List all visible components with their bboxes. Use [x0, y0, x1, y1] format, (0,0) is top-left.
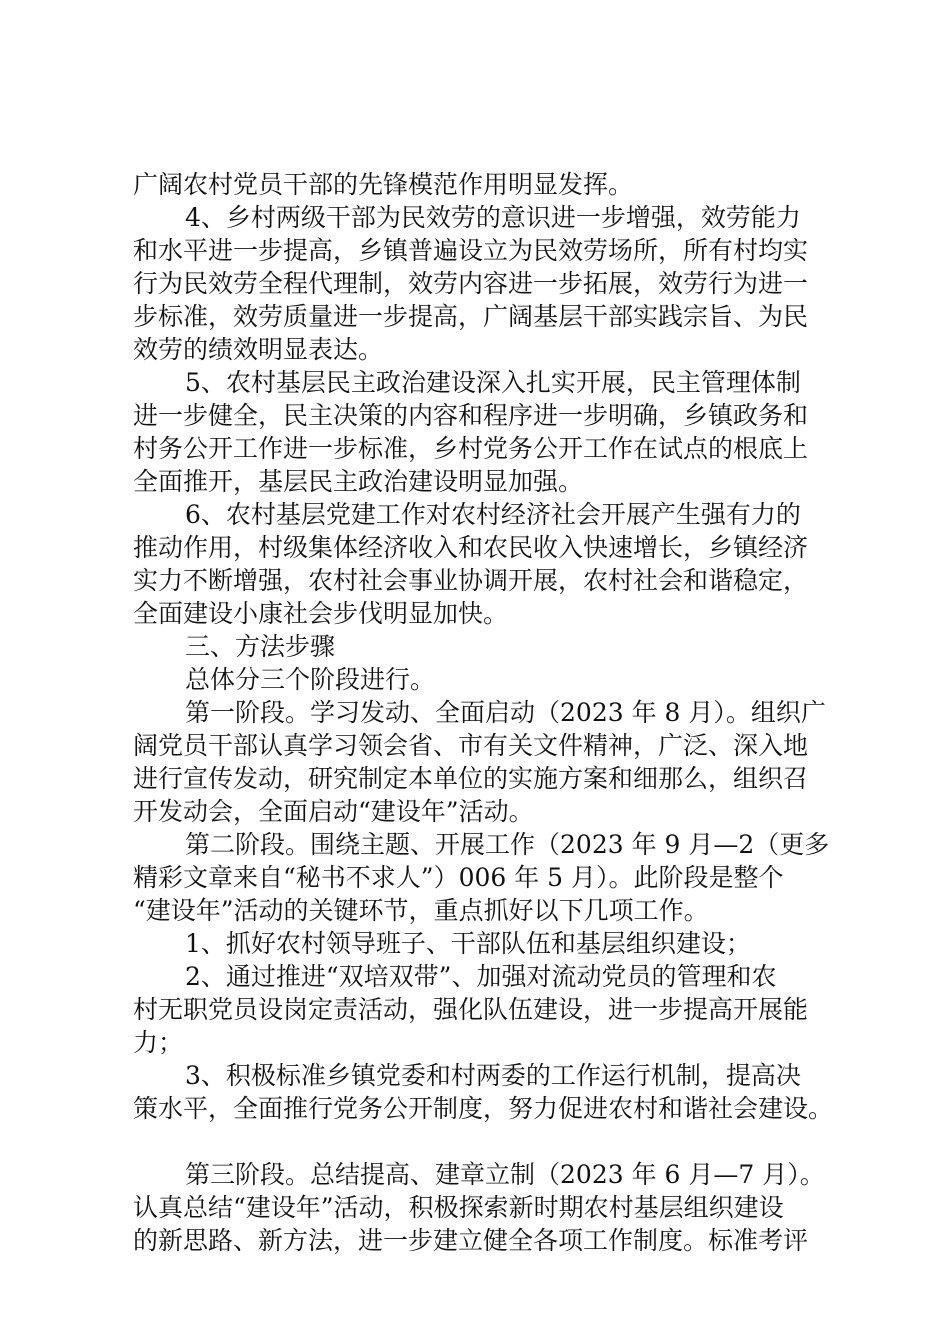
text-line: 第一阶段。学习发动、全面启动（2023 年 8 月）。组织广: [185, 698, 826, 727]
text-line: 6、农村基层党建工作对农村经济社会开展产生强有力的: [185, 500, 801, 529]
text-line: 全面推开，基层民主政治建设明显加强。: [133, 467, 584, 496]
section-heading: 三、方法步骤: [185, 632, 336, 661]
text-line: 力；: [133, 1028, 184, 1057]
text-line: 村务公开工作进一步标准，乡村党务公开工作在试点的根底上: [133, 434, 809, 463]
text-line: 认真总结“建设年”活动，积极探索新时期农村基层组织建设: [133, 1193, 784, 1222]
text-line: “建设年”活动的关键环节，重点抓好以下几项工作。: [133, 896, 709, 925]
paragraph-gap: [133, 1125, 833, 1158]
text-line: 5、农村基层民主政治建设深入扎实开展，民主管理体制: [185, 368, 801, 397]
text-line: 3、积极标准乡镇党委和村两委的工作运行机制，提高决: [185, 1061, 801, 1090]
text-line: 的新思路、新方法，进一步建立健全各项工作制度。标准考评: [133, 1226, 809, 1255]
text-line: 进行宣传发动，研究制定本单位的实施方案和细那么，组织召: [133, 764, 809, 793]
text-line: 阔党员干部认真学习领会省、市有关文件精神，广泛、深入地: [133, 731, 809, 760]
text-line: 推动作用，村级集体经济收入和农民收入快速增长，乡镇经济: [133, 533, 809, 562]
text-line: 策水平，全面推行党务公开制度，努力促进农村和谐社会建设。: [133, 1094, 834, 1123]
text-line: 2、通过推进“双培双带”、加强对流动党员的管理和农: [185, 962, 777, 991]
text-line: 效劳的绩效明显表达。: [133, 335, 384, 364]
text-line: 第三阶段。总结提高、建章立制（2023 年 6 月—7 月）。: [185, 1160, 825, 1189]
document-body: [133, 168, 833, 1257]
text-line: 总体分三个阶段进行。: [185, 665, 436, 694]
text-line: 实力不断增强，农村社会事业协调开展，农村社会和谐稳定，: [133, 566, 809, 595]
text-line: 进一步健全，民主决策的内容和程序进一步明确，乡镇政务和: [133, 401, 809, 430]
text-line: 步标准，效劳质量进一步提高，广阔基层干部实践宗旨、为民: [133, 302, 809, 331]
text-line: 1、抓好农村领导班子、干部队伍和基层组织建设；: [185, 929, 751, 958]
text-line: 行为民效劳全程代理制，效劳内容进一步拓展，效劳行为进一: [133, 269, 809, 298]
text-line: 第二阶段。围绕主题、开展工作（2023 年 9 月—2（更多: [185, 830, 830, 859]
text-line: 精彩文章来自“秘书不求人”）006 年 5 月）。此阶段是整个: [133, 863, 784, 892]
text-line: 和水平进一步提高，乡镇普遍设立为民效劳场所，所有村均实: [133, 236, 809, 265]
text-line: 村无职党员设岗定责活动，强化队伍建设，进一步提高开展能: [133, 995, 809, 1024]
text-line: 全面建设小康社会步伐明显加快。: [133, 599, 509, 628]
text-line: 广阔农村党员干部的先锋模范作用明显发挥。: [133, 170, 634, 199]
text-line: 4、乡村两级干部为民效劳的意识进一步增强，效劳能力: [185, 203, 801, 232]
text-line: 开发动会，全面启动“建设年”活动。: [133, 797, 534, 826]
